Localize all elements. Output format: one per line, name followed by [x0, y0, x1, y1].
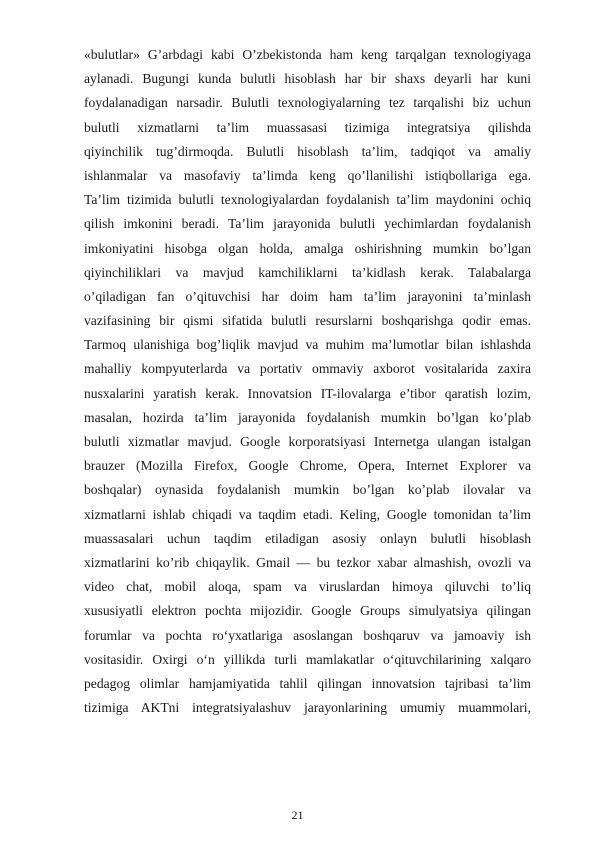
text-line: mahalliy kompyuterlarda va portativ ommaviy axborot vositalarida zaxira — [84, 361, 531, 377]
text-line: pedagog olimlar hamjamiyatida tahlil qilingan innovatsion tajribasi ta’lim — [84, 675, 531, 691]
text-line: xizmatlarni ishlab chiqadi va taqdim etadi. Keling, Google tomonidan ta’lim — [84, 506, 531, 522]
text-line: vazifasining bir qismi sifatida bulutli resurslarni boshqarishga qodir emas. — [84, 313, 531, 329]
body-text — [84, 43, 531, 720]
text-line: bulutli xizmatlar mavjud. Google korporatsiyasi Internetga ulangan istalgan — [84, 434, 531, 449]
text-line: xususiyatli elektron pochta mijozidir. Google Groups simulyatsiya qilingan — [84, 603, 531, 619]
text-line: Ta’lim tizimida bulutli texnologiyalardan foydalanish ta’lim maydonini ochiq — [84, 192, 531, 208]
text-line: video chat, mobil aloqa, spam va viruslardan himoya qiluvchi to’liq — [84, 579, 531, 595]
text-line: masalan, hozirda ta’lim jarayonida foydalanish mumkin bo’lgan ko’plab — [84, 409, 531, 425]
text-line: qilish imkonini beradi. Ta’lim jarayonida bulutli yechimlardan foydalanish — [84, 216, 531, 232]
text-line: vositasidir. Oxirgi o‘n yillikda turli mamlakatlar o‘qituvchilarining xalqaro — [84, 651, 531, 667]
text-line: imkoniyatini hisobga olgan holda, amalga oshirishning mumkin bo’lgan — [84, 240, 531, 256]
text-line: boshqalar) oynasida foydalanish mumkin bo’lgan ko’plab ilovalar va — [84, 482, 531, 498]
text-line: aylanadi. Bugungi kunda bulutli hisoblash har bir shaxs deyarli har kuni — [84, 71, 531, 87]
text-line: muassasalari uchun taqdim etiladigan asosiy onlayn bulutli hisoblash — [84, 530, 531, 546]
text-line: nusxalarini yaratish kerak. Innovatsion IT-ilovalarga e’tibor qaratish lozim, — [84, 385, 531, 401]
text-line: xizmatlarini ko’rib chiqaylik. Gmail — bu tezkor xabar almashish, ovozli va — [84, 554, 531, 570]
text-line: bulutli xizmatlarni ta’lim muassasasi tizimiga integratsiya qilishda — [84, 119, 531, 135]
text-line: ishlanmalar va masofaviy ta’limda keng qo’llanilishi istiqbollariga ega. — [84, 167, 531, 183]
text-line: «bulutlar» G’arbdagi kabi O’zbekistonda ham keng tarqalgan texnologiyaga — [84, 47, 531, 62]
text-line: qiyinchiliklari va mavjud kamchiliklarni ta’kidlash kerak. Talabalarga — [84, 264, 531, 280]
text-line: tizimiga AKTni integratsiyalashuv jarayonlarining umumiy muammolari, — [84, 700, 531, 716]
text-line: Tarmoq ulanishiga bog’liqlik mavjud va muhim ma’lumotlar bilan ishlashda — [84, 337, 531, 353]
text-line: forumlar va pochta ro‘yxatlariga asoslangan boshqaruv va jamoaviy ish — [84, 627, 531, 643]
page-number: 21 — [291, 808, 304, 822]
text-line: foydalanadigan narsadir. Bulutli texnologiyalarning tez tarqalishi biz uchun — [84, 95, 531, 111]
text-line: o’qiladigan fan o’qituvchisi har doim ham ta’lim jarayonini ta’minlash — [84, 288, 531, 304]
text-line: qiyinchilik tug’dirmoqda. Bulutli hisoblash ta’lim, tadqiqot va amaliy — [84, 143, 531, 159]
text-line: brauzer (Mozilla Firefox, Google Chrome, Opera, Internet Explorer va — [84, 458, 531, 474]
